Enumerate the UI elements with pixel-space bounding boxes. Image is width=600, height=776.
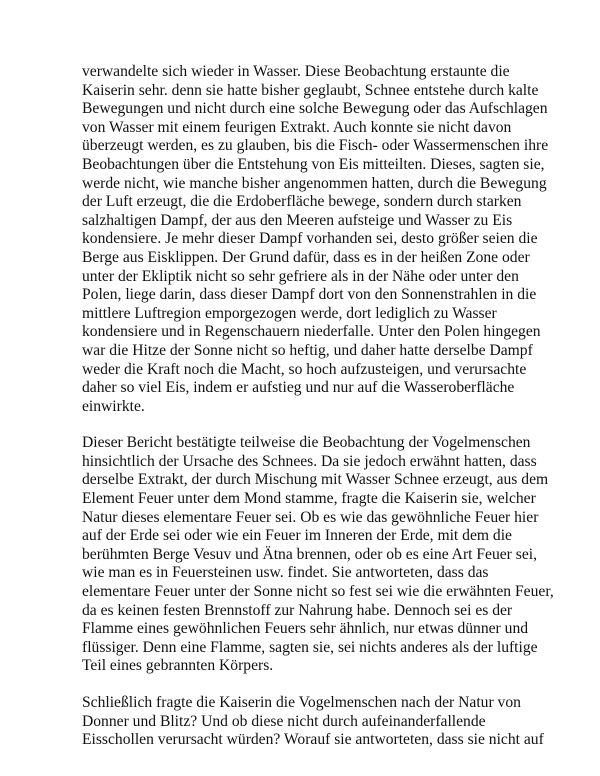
text-line: Donner und Blitz? Und ob diese nicht durch aufeinanderfallende [82,712,486,730]
text-line: Natur dieses elementare Feuer sei. Ob es wie das gewöhnliche Feuer hier [82,508,539,526]
text-line: elementare Feuer unter der Sonne nicht so fest sei wie die erwähnten Feuer, [82,583,554,601]
text-line: Schließlich fragte die Kaiserin die Vogelmenschen nach der Natur von [82,694,521,711]
text-line: Bewegungen und nicht durch eine solche Bewegung oder das Aufschlagen [82,100,548,118]
text-line: hinsichtlich der Ursache des Schnees. Da sie jedoch erwähnt hatten, dass [82,452,537,470]
text-line: mittlere Luftregion emporgezogen werde, dort lediglich zu Wasser [82,304,497,322]
text-line: Beobachtungen über die Entstehung von Eis mitteilten. Dieses, sagten sie, [82,155,545,173]
text-line: war die Hitze der Sonne nicht so heftig, und daher hatte derselbe Dampf [82,341,533,359]
text-line: flüssiger. Denn eine Flamme, sagten sie, sei nichts anderes als der luftige [82,638,538,656]
text-line: Element Feuer unter dem Mond stamme, fragte die Kaiserin sie, welcher [82,490,536,508]
text-line: auf der Erde sei oder wie ein Feuer im Inneren der Erde, mit dem die [82,527,512,545]
text-line: unter der Ekliptik nicht so sehr gefriere als in der Nähe oder unter den [82,267,519,285]
text-line: kondensiere und in Regenschauern niederfalle. Unter den Polen hingegen [82,323,541,341]
paragraph-1 [82,63,549,416]
text-line: Flamme eines gewöhnlichen Feuers sehr ähnlich, nur etwas dünner und [82,620,529,638]
text-line: überzeugt werden, es zu glauben, bis die Fisch- oder Wassermenschen ihre [82,137,549,155]
text-line: Teil eines gebrannten Körpers. [82,657,274,675]
text-line: einwirkte. [82,397,145,415]
paragraph-3 [82,694,544,750]
text-line: Dieser Bericht bestätigte teilweise die Beobachtung der Vogelmenschen [82,434,531,452]
text-line: Berge aus Eisklippen. Der Grund dafür, dass es in der heißen Zone oder [82,248,530,266]
text-line: da es keinen festen Brennstoff zur Nahrung habe. Dennoch sei es der [82,601,513,619]
text-line: verwandelte sich wieder in Wasser. Diese Beobachtung erstaunte die [82,63,510,80]
text-line: Eisschollen verursacht würden? Worauf sie antworteten, dass sie nicht auf [82,731,544,749]
text-line: kondensiere. Je mehr dieser Dampf vorhanden sei, desto größer seien die [82,230,538,248]
paragraph-spacer [82,416,530,434]
text-line: salzhaltigen Dampf, der aus den Meeren aufsteige und Wasser zu Eis [82,211,513,229]
text-line: weder die Kraft noch die Macht, so hoch aufzusteigen, und verursachte [82,360,527,378]
text-line: derselbe Extrakt, der durch Mischung mit Wasser Schnee erzeugt, aus dem [82,471,549,489]
text-line: Polen, liege darin, dass dieser Dampf dort von den Sonnenstrahlen in die [82,286,537,304]
text-line: werde nicht, wie manche bisher angenommen hatten, durch die Bewegung [82,174,547,192]
text-line: berühmten Berge Vesuv und Ätna brennen, oder ob es eine Art Feuer sei, [82,545,537,563]
paragraph-2 [82,434,554,676]
text-line: von Wasser mit einem feurigen Extrakt. Auch konnte sie nicht davon [82,118,512,136]
text-line: der Luft erzeugt, die die Erdoberfläche bewege, sondern durch starken [82,193,522,211]
text-line: Kaiserin sehr. denn sie hatte bisher geglaubt, Schnee entstehe durch kalte [82,81,539,99]
paragraph-spacer [82,676,530,694]
text-line: daher so viel Eis, indem er aufstieg und nur auf die Wasseroberfläche [82,379,515,397]
text-line: wie man es in Feuersteinen usw. findet. Sie antworteten, dass das [82,564,489,582]
